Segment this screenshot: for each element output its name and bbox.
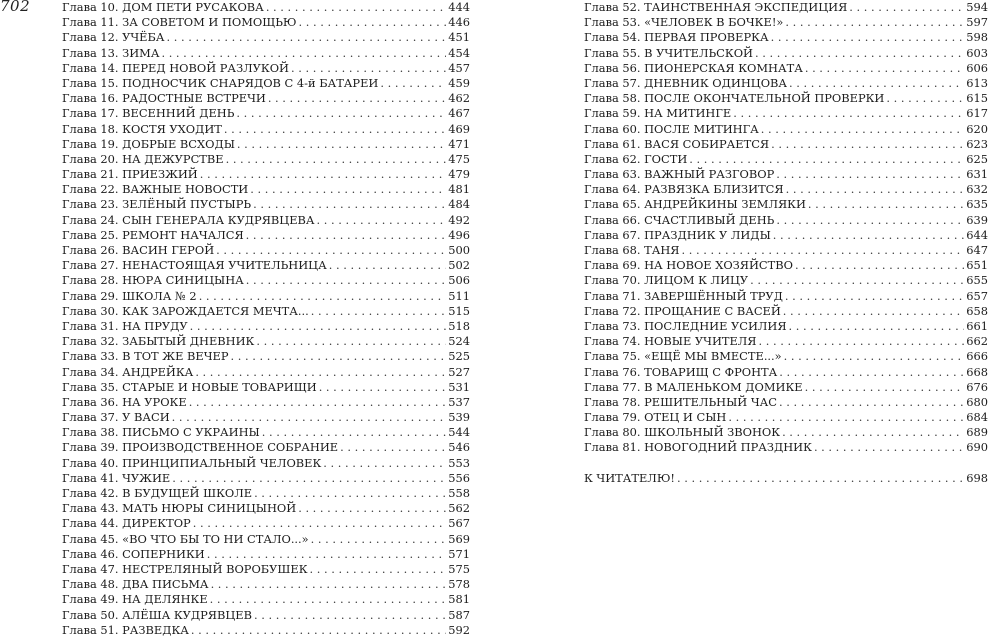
dot-leader xyxy=(784,349,965,364)
dot-leader xyxy=(299,15,447,30)
dot-leader xyxy=(161,46,446,61)
toc-entry[interactable] xyxy=(62,182,470,197)
toc-entry[interactable] xyxy=(62,76,470,91)
toc-entry-title: Глава 38. ПИСЬМО С УКРАИНЫ xyxy=(62,425,260,440)
dot-leader xyxy=(789,319,965,334)
toc-entry-title: Глава 71. ЗАВЕРШЁННЫЙ ТРУД xyxy=(584,288,783,303)
dot-leader xyxy=(236,106,446,121)
toc-entry-page-number: 635 xyxy=(966,197,988,212)
toc-entry-title: Глава 16. РАДОСТНЫЕ ВСТРЕЧИ xyxy=(62,91,266,106)
toc-entry[interactable] xyxy=(62,623,470,638)
toc-entry[interactable] xyxy=(62,425,470,440)
toc-entry-page-number: 644 xyxy=(966,227,988,242)
toc-entry-title: Глава 19. ДОБРЫЕ ВСХОДЫ xyxy=(62,136,235,151)
toc-entry-page-number: 571 xyxy=(448,546,470,561)
toc-entry-page-number: 467 xyxy=(448,106,470,121)
toc-entry-page-number: 613 xyxy=(966,75,988,90)
toc-entry[interactable] xyxy=(62,15,470,30)
toc-entry-title: Глава 51. РАЗВЕДКА xyxy=(62,622,189,637)
toc-entry-page-number: 639 xyxy=(966,212,988,227)
dot-leader xyxy=(782,425,964,440)
dot-leader xyxy=(340,440,446,455)
toc-entry[interactable] xyxy=(584,365,988,380)
dot-leader xyxy=(814,440,964,455)
dot-leader xyxy=(771,30,965,45)
dot-leader xyxy=(317,213,447,228)
toc-entry[interactable] xyxy=(584,334,988,349)
dot-leader xyxy=(773,228,964,243)
toc-entry[interactable] xyxy=(62,137,470,152)
toc-entry-title: Глава 28. НЮРА СИНИЦЫНА xyxy=(62,273,244,288)
toc-entry[interactable] xyxy=(62,228,470,243)
toc-entry[interactable] xyxy=(584,0,988,15)
dot-leader xyxy=(172,410,447,425)
toc-entry-title: Глава 36. НА УРОКЕ xyxy=(62,394,187,409)
toc-entry[interactable] xyxy=(62,0,470,15)
toc-entry-page-number: 597 xyxy=(966,15,988,30)
toc-entry[interactable] xyxy=(584,167,988,182)
toc-entry-title: Глава 76. ТОВАРИЩ С ФРОНТА xyxy=(584,364,778,379)
toc-entry-title: Глава 49. НА ДЕЛЯНКЕ xyxy=(62,592,208,607)
toc-entry-title: Глава 66. СЧАСТЛИВЫЙ ДЕНЬ xyxy=(584,212,775,227)
toc-entry[interactable] xyxy=(62,61,470,76)
toc-entry-title: Глава 29. ШКОЛА № 2 xyxy=(62,288,197,303)
toc-entry[interactable] xyxy=(584,410,988,425)
dot-leader xyxy=(254,486,446,501)
toc-entry-title: Глава 55. В УЧИТЕЛЬСКОЙ xyxy=(584,45,753,60)
toc-entry[interactable] xyxy=(62,30,470,45)
toc-entry-page-number: 506 xyxy=(448,273,470,288)
toc-entry-page-number: 527 xyxy=(448,364,470,379)
dot-leader xyxy=(761,122,964,137)
toc-entry-title: Глава 32. ЗАБЫТЫЙ ДНЕВНИК xyxy=(62,334,255,349)
toc-entry[interactable] xyxy=(584,273,988,288)
toc-entry-title: Глава 63. ВАЖНЫЙ РАЗГОВОР xyxy=(584,167,775,182)
dot-leader xyxy=(771,137,964,152)
toc-entry[interactable] xyxy=(62,319,470,334)
toc-entry[interactable] xyxy=(62,167,470,182)
toc-entry-title: Глава 41. ЧУЖИЕ xyxy=(62,470,171,485)
toc-entry-title: Глава 62. ГОСТИ xyxy=(584,151,688,166)
dot-leader xyxy=(195,365,446,380)
toc-entry-page-number: 657 xyxy=(966,288,988,303)
toc-entry-title: Глава 69. НА НОВОЕ ХОЗЯЙСТВО xyxy=(584,258,793,273)
dot-leader xyxy=(246,273,446,288)
dot-leader xyxy=(849,0,964,15)
toc-entry[interactable] xyxy=(62,152,470,167)
toc-entry[interactable] xyxy=(62,486,470,501)
toc-entry[interactable] xyxy=(62,608,470,623)
toc-entry-title: Глава 59. НА МИТИНГЕ xyxy=(584,106,732,121)
toc-entry[interactable] xyxy=(584,349,988,364)
dot-leader xyxy=(805,61,964,76)
toc-entry-page-number: 492 xyxy=(448,212,470,227)
toc-entry[interactable] xyxy=(62,456,470,471)
toc-entry-title: Глава 54. ПЕРВАЯ ПРОВЕРКА xyxy=(584,30,769,45)
toc-entry-page-number: 511 xyxy=(448,288,470,303)
toc-entry-title: Глава 11. ЗА СОВЕТОМ И ПОМОЩЬЮ xyxy=(62,15,297,30)
toc-entry-page-number: 500 xyxy=(448,243,470,257)
toc-entry-title: Глава 64. РАЗВЯЗКА БЛИЗИТСЯ xyxy=(584,182,784,197)
dot-leader xyxy=(786,182,965,197)
toc-entry-page-number: 594 xyxy=(966,0,988,14)
toc-entry-page-number: 623 xyxy=(966,136,988,151)
toc-entry[interactable] xyxy=(584,122,988,137)
toc-entry-afterword[interactable] xyxy=(584,471,988,486)
toc-entry-title: Глава 42. В БУДУЩЕЙ ШКОЛЕ xyxy=(62,486,253,500)
dot-leader xyxy=(193,516,447,531)
dot-leader xyxy=(380,76,446,91)
toc-entry[interactable] xyxy=(584,228,988,243)
toc-entry-page-number: 558 xyxy=(448,486,470,500)
toc-right-column xyxy=(584,0,988,486)
dot-leader xyxy=(733,106,964,121)
toc-entry[interactable] xyxy=(62,562,470,577)
toc-entry-title: Глава 57. ДНЕВНИК ОДИНЦОВА xyxy=(584,75,788,90)
toc-entry-title: Глава 50. АЛЁША КУДРЯВЦЕВ xyxy=(62,607,252,622)
toc-entry[interactable] xyxy=(584,197,988,212)
toc-entry[interactable] xyxy=(584,304,988,319)
toc-entry-page-number: 603 xyxy=(966,45,988,60)
toc-entry-page-number: 462 xyxy=(448,91,470,106)
toc-entry-title: Глава 12. УЧЁБА xyxy=(62,30,165,45)
toc-entry[interactable] xyxy=(584,395,988,410)
dot-leader xyxy=(310,562,447,577)
toc-entry-page-number: 598 xyxy=(966,30,988,45)
toc-entry-page-number: 684 xyxy=(966,410,988,425)
toc-entry-title: Глава 67. ПРАЗДНИК У ЛИДЫ xyxy=(584,227,771,242)
toc-entry[interactable] xyxy=(62,243,470,258)
toc-entry-page-number: 587 xyxy=(448,607,470,622)
toc-entry[interactable] xyxy=(62,213,470,228)
toc-entry-title: Глава 75. «ЕЩЁ МЫ ВМЕСТЕ...» xyxy=(584,349,782,364)
toc-entry[interactable] xyxy=(62,471,470,486)
toc-entry[interactable] xyxy=(584,289,988,304)
toc-entry-page-number: 606 xyxy=(966,60,988,75)
toc-entry-title: Глава 18. КОСТЯ УХОДИТ xyxy=(62,121,222,136)
toc-entry-page-number: 698 xyxy=(966,470,988,485)
toc-entry-page-number: 479 xyxy=(448,167,470,182)
toc-entry-title: Глава 45. «ВО ЧТО БЫ ТО НИ СТАЛО...» xyxy=(62,531,309,546)
dot-leader xyxy=(253,197,446,212)
toc-entry-page-number: 553 xyxy=(448,455,470,470)
toc-entry-page-number: 575 xyxy=(448,561,470,576)
toc-entry-page-number: 661 xyxy=(966,318,988,333)
dot-leader xyxy=(246,228,447,243)
toc-entry-page-number: 620 xyxy=(966,121,988,136)
toc-entry-title: Глава 17. ВЕСЕННИЙ ДЕНЬ xyxy=(62,106,235,121)
toc-entry-page-number: 459 xyxy=(448,75,470,90)
toc-entry[interactable] xyxy=(62,501,470,516)
toc-entry[interactable] xyxy=(62,258,470,273)
dot-leader xyxy=(210,592,447,607)
toc-entry-title: Глава 65. АНДРЕЙКИНЫ ЗЕМЛЯКИ xyxy=(584,197,806,212)
toc-entry-page-number: 484 xyxy=(448,197,470,212)
toc-entry-title: Глава 79. ОТЕЦ И СЫН xyxy=(584,410,727,425)
dot-leader xyxy=(250,182,446,197)
toc-entry-page-number: 515 xyxy=(448,303,470,318)
dot-leader xyxy=(319,380,447,395)
toc-entry-title: Глава 20. НА ДЕЖУРСТВЕ xyxy=(62,151,224,166)
toc-entry-page-number: 454 xyxy=(448,45,470,60)
toc-entry[interactable] xyxy=(62,440,470,455)
toc-entry-title: Глава 15. ПОДНОСЧИК СНАРЯДОВ С 4-й БАТАРЕИ xyxy=(62,75,379,90)
toc-entry[interactable] xyxy=(584,46,988,61)
toc-entry-page-number: 578 xyxy=(448,577,470,592)
toc-entry-page-number: 647 xyxy=(966,243,988,257)
toc-entry-title: Глава 14. ПЕРЕД НОВОЙ РАЗЛУКОЙ xyxy=(62,60,289,75)
toc-entry-title: Глава 70. ЛИЦОМ К ЛИЦУ xyxy=(584,273,749,288)
dot-leader xyxy=(230,349,446,364)
toc-entry-title: Глава 48. ДВА ПИСЬМА xyxy=(62,577,209,592)
toc-entry-title: Глава 33. В ТОТ ЖЕ ВЕЧЕР xyxy=(62,349,229,364)
toc-entry-title: Глава 13. ЗИМА xyxy=(62,45,160,60)
toc-entry-page-number: 615 xyxy=(966,91,988,106)
dot-leader xyxy=(805,380,965,395)
toc-entry[interactable] xyxy=(62,91,470,106)
toc-entry-page-number: 525 xyxy=(448,349,470,364)
toc-entry[interactable] xyxy=(62,334,470,349)
dot-leader xyxy=(200,167,447,182)
toc-entry[interactable] xyxy=(62,547,470,562)
dot-leader xyxy=(311,304,447,319)
toc-entry-page-number: 469 xyxy=(448,121,470,136)
dot-leader xyxy=(759,334,965,349)
toc-entry-title: Глава 30. КАК ЗАРОЖДАЕТСЯ МЕЧТА... xyxy=(62,303,309,318)
toc-entry-title: Глава 24. СЫН ГЕНЕРАЛА КУДРЯВЦЕВА xyxy=(62,212,315,227)
dot-leader xyxy=(755,46,964,61)
toc-entry[interactable] xyxy=(62,592,470,607)
toc-entry-title: Глава 58. ПОСЛЕ ОКОНЧАТЕЛЬНОЙ ПРОВЕРКИ xyxy=(584,91,885,106)
dot-leader xyxy=(207,547,447,562)
dot-leader xyxy=(256,334,446,349)
dot-leader xyxy=(776,167,964,182)
toc-entry-title: Глава 34. АНДРЕЙКА xyxy=(62,364,194,379)
toc-entry-page-number: 631 xyxy=(966,167,988,182)
toc-entry-page-number: 569 xyxy=(448,531,470,546)
toc-entry-page-number: 446 xyxy=(448,15,470,30)
toc-entry-title: Глава 35. СТАРЫЕ И НОВЫЕ ТОВАРИЩИ xyxy=(62,379,317,394)
dot-leader xyxy=(689,152,964,167)
toc-entry-page-number: 662 xyxy=(966,334,988,349)
toc-entry[interactable] xyxy=(62,46,470,61)
toc-entry[interactable] xyxy=(62,516,470,531)
dot-leader xyxy=(254,608,446,623)
dot-leader xyxy=(266,0,446,15)
toc-entry[interactable] xyxy=(584,61,988,76)
dot-leader xyxy=(172,471,446,486)
toc-entry[interactable] xyxy=(62,410,470,425)
dot-leader xyxy=(785,289,964,304)
toc-entry-title: Глава 47. НЕСТРЕЛЯНЫЙ ВОРОБУШЕК xyxy=(62,561,308,576)
dot-leader xyxy=(237,137,446,152)
toc-entry-page-number: 518 xyxy=(448,318,470,333)
dot-leader xyxy=(789,76,964,91)
dot-leader xyxy=(776,213,964,228)
toc-entry[interactable] xyxy=(62,197,470,212)
toc-entry-page-number: 625 xyxy=(966,151,988,166)
toc-entry-title: Глава 74. НОВЫЕ УЧИТЕЛЯ xyxy=(584,334,757,349)
toc-entry-title: Глава 21. ПРИЕЗЖИЙ xyxy=(62,167,198,182)
toc-entry[interactable] xyxy=(584,15,988,30)
toc-entry-page-number: 496 xyxy=(448,227,470,242)
toc-entry-page-number: 481 xyxy=(448,182,470,197)
toc-entry-title: Глава 40. ПРИНЦИПИАЛЬНЫЙ ЧЕЛОВЕК xyxy=(62,455,322,470)
toc-entry-page-number: 524 xyxy=(448,334,470,349)
dot-leader xyxy=(886,91,964,106)
toc-entry-title: Глава 44. ДИРЕКТОР xyxy=(62,516,191,531)
dot-leader xyxy=(216,243,446,258)
toc-entry-title: Глава 53. «ЧЕЛОВЕК В БОЧКЕ!» xyxy=(584,15,784,30)
toc-entry-page-number: 689 xyxy=(966,425,988,440)
toc-entry[interactable] xyxy=(62,532,470,547)
toc-entry[interactable] xyxy=(584,137,988,152)
toc-entry-page-number: 457 xyxy=(448,60,470,75)
toc-entry[interactable] xyxy=(62,380,470,395)
toc-entry-page-number: 668 xyxy=(966,364,988,379)
toc-entry[interactable] xyxy=(62,349,470,364)
toc-entry-title: Глава 72. ПРОЩАНИЕ С ВАСЕЙ xyxy=(584,303,781,318)
toc-entry-page-number: 544 xyxy=(448,425,470,440)
dot-leader xyxy=(291,61,446,76)
toc-entry-title: Глава 77. В МАЛЕНЬКОМ ДОМИКЕ xyxy=(584,379,803,394)
dot-leader xyxy=(298,501,446,516)
toc-entry[interactable] xyxy=(584,319,988,334)
dot-leader xyxy=(311,532,447,547)
dot-leader xyxy=(262,425,446,440)
toc-entry[interactable] xyxy=(584,440,988,455)
toc-entry[interactable] xyxy=(62,122,470,137)
toc-entry[interactable] xyxy=(584,152,988,167)
toc-entry-page-number: 666 xyxy=(966,349,988,364)
toc-entry-title: Глава 68. ТАНЯ xyxy=(584,243,680,257)
toc-entry-page-number: 451 xyxy=(448,30,470,45)
toc-entry-page-number: 581 xyxy=(448,592,470,607)
toc-entry[interactable] xyxy=(584,258,988,273)
toc-entry-title: Глава 61. ВАСЯ СОБИРАЕТСЯ xyxy=(584,136,770,151)
toc-entry[interactable] xyxy=(62,273,470,288)
toc-entry[interactable] xyxy=(62,395,470,410)
page-number: 702 xyxy=(0,0,31,15)
toc-entry-page-number: 567 xyxy=(448,516,470,531)
dot-leader xyxy=(189,395,447,410)
toc-entry-title: Глава 46. СОПЕРНИКИ xyxy=(62,546,205,561)
toc-entry-title: Глава 73. ПОСЛЕДНИЕ УСИЛИЯ xyxy=(584,318,787,333)
toc-entry[interactable] xyxy=(584,380,988,395)
toc-entry-page-number: 676 xyxy=(966,379,988,394)
toc-entry-title: К ЧИТАТЕЛЮ! xyxy=(584,470,675,485)
dot-leader xyxy=(211,577,447,592)
toc-entry-page-number: 680 xyxy=(966,394,988,409)
toc-entry[interactable] xyxy=(584,91,988,106)
toc-entry-page-number: 537 xyxy=(448,394,470,409)
toc-entry[interactable] xyxy=(584,106,988,121)
dot-leader xyxy=(779,365,964,380)
toc-entry-page-number: 531 xyxy=(448,379,470,394)
toc-entry-page-number: 539 xyxy=(448,410,470,425)
toc-entry-title: Глава 37. У ВАСИ xyxy=(62,410,170,425)
toc-entry-page-number: 556 xyxy=(448,470,470,485)
toc-entry-page-number: 690 xyxy=(966,440,988,455)
toc-entry[interactable] xyxy=(62,289,470,304)
dot-leader xyxy=(783,304,964,319)
dot-leader xyxy=(226,152,447,167)
toc-entry[interactable] xyxy=(62,106,470,121)
dot-leader xyxy=(785,15,964,30)
dot-leader xyxy=(199,289,447,304)
dot-leader xyxy=(323,456,446,471)
dot-leader xyxy=(677,471,964,486)
toc-entry-title: Глава 56. ПИОНЕРСКАЯ КОМНАТА xyxy=(584,60,803,75)
toc-entry-title: Глава 10. ДОМ ПЕТИ РУСАКОВА xyxy=(62,0,264,14)
toc-entry-page-number: 658 xyxy=(966,303,988,318)
dot-leader xyxy=(795,258,964,273)
toc-entry-page-number: 546 xyxy=(448,440,470,455)
dot-leader xyxy=(329,258,447,273)
toc-entry-page-number: 502 xyxy=(448,258,470,273)
toc-entry[interactable] xyxy=(62,577,470,592)
toc-entry[interactable] xyxy=(62,365,470,380)
dot-leader xyxy=(224,122,446,137)
toc-entry-title: Глава 52. ТАИНСТВЕННАЯ ЭКСПЕДИЦИЯ xyxy=(584,0,848,14)
dot-leader xyxy=(808,197,964,212)
toc-entry-title: Глава 25. РЕМОНТ НАЧАЛСЯ xyxy=(62,227,244,242)
dot-leader xyxy=(190,319,447,334)
dot-leader xyxy=(779,395,964,410)
toc-entry-page-number: 471 xyxy=(448,136,470,151)
toc-entry-title: Глава 26. ВАСИН ГЕРОЙ xyxy=(62,243,215,257)
toc-entry-page-number: 651 xyxy=(966,258,988,273)
dot-leader xyxy=(166,30,446,45)
dot-leader xyxy=(682,243,965,258)
dot-leader xyxy=(728,410,964,425)
toc-entry-title: Глава 31. НА ПРУДУ xyxy=(62,318,188,333)
toc-entry[interactable] xyxy=(584,76,988,91)
toc-entry-title: Глава 27. НЕНАСТОЯЩАЯ УЧИТЕЛЬНИЦА xyxy=(62,258,327,273)
toc-entry[interactable] xyxy=(584,182,988,197)
toc-entry-title: Глава 60. ПОСЛЕ МИТИНГА xyxy=(584,121,759,136)
toc-entry-page-number: 444 xyxy=(448,0,470,14)
toc-entry-title: Глава 22. ВАЖНЫЕ НОВОСТИ xyxy=(62,182,249,197)
toc-entry-title: Глава 78. РЕШИТЕЛЬНЫЙ ЧАС xyxy=(584,394,777,409)
toc-entry-title: Глава 23. ЗЕЛЁНЫЙ ПУСТЫРЬ xyxy=(62,197,252,212)
spacer xyxy=(584,456,988,471)
toc-entry-page-number: 592 xyxy=(448,622,470,637)
dot-leader xyxy=(191,623,446,638)
toc-entry-page-number: 617 xyxy=(966,106,988,121)
toc-entry[interactable] xyxy=(584,30,988,45)
toc-entry[interactable] xyxy=(584,243,988,258)
toc-entry[interactable] xyxy=(584,425,988,440)
toc-entry[interactable] xyxy=(62,304,470,319)
toc-entry-title: Глава 43. МАТЬ НЮРЫ СИНИЦЫНОЙ xyxy=(62,501,297,516)
toc-entry-title: Глава 39. ПРОИЗВОДСТВЕННОЕ СОБРАНИЕ xyxy=(62,440,339,455)
toc-entry-page-number: 632 xyxy=(966,182,988,197)
toc-entry-page-number: 475 xyxy=(448,151,470,166)
toc-entry-page-number: 562 xyxy=(448,501,470,516)
dot-leader xyxy=(268,91,446,106)
dot-leader xyxy=(750,273,964,288)
toc-entry-page-number: 655 xyxy=(966,273,988,288)
toc-entry[interactable] xyxy=(584,213,988,228)
toc-entry-title: Глава 80. ШКОЛЬНЫЙ ЗВОНОК xyxy=(584,425,781,440)
toc-left-column xyxy=(62,0,470,638)
toc-entry-title: Глава 81. НОВОГОДНИЙ ПРАЗДНИК xyxy=(584,440,812,455)
